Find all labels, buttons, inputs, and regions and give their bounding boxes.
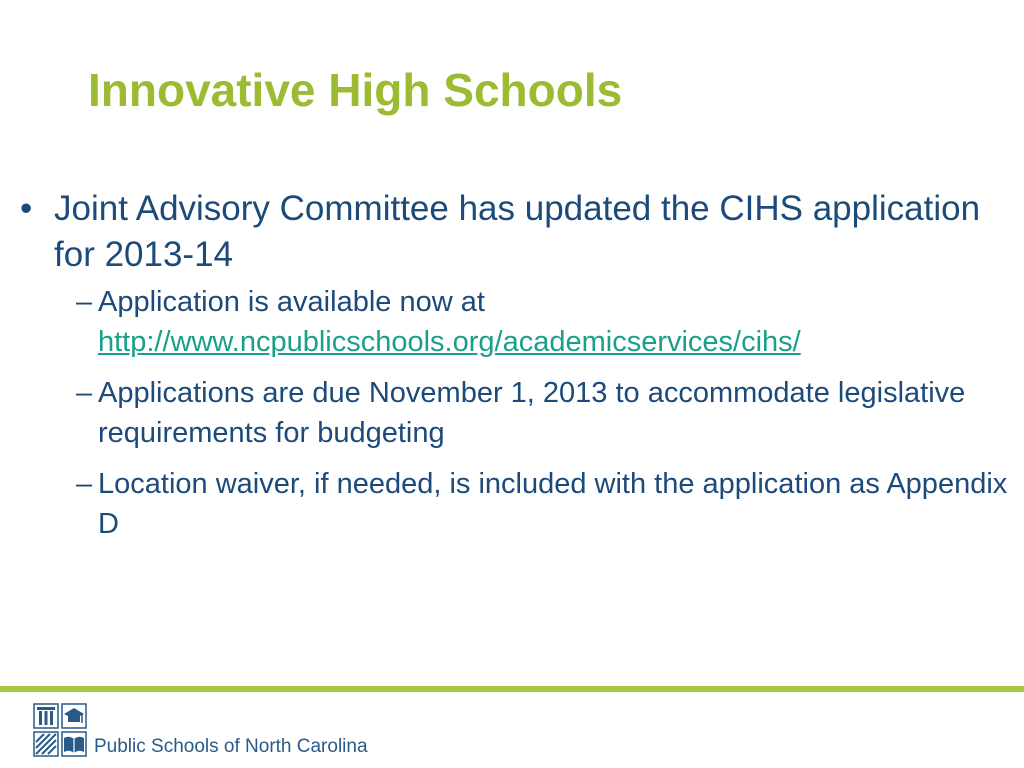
main-bullet-text: Joint Advisory Committee has updated the CIHS application for 2013-14 (54, 189, 981, 274)
bullet-marker: • (20, 189, 33, 228)
sub-bullet-list (20, 282, 1010, 544)
nc-public-schools-logo-icon (32, 702, 88, 758)
slide-title: Innovative High Schools (88, 64, 623, 116)
dash-marker: – (76, 377, 93, 409)
footer-divider (0, 686, 1024, 692)
dash-marker: – (76, 468, 93, 500)
sub-bullet-text: Applications are due November 1, 2013 to accommodate legislative requirements for budgeting (98, 377, 966, 449)
organization-name: Public Schools of North Carolina (94, 736, 368, 757)
sub-bullet-text: Location waiver, if needed, is included with the application as Appendix D (98, 468, 1008, 540)
sub-bullet-text: Application is available now at (98, 286, 485, 318)
main-bullet (20, 186, 1010, 278)
cihs-application-link[interactable]: http://www.ncpublicschools.org/academicservices/cihs/ (98, 326, 801, 358)
sub-bullet-due-date (76, 373, 1010, 453)
sub-bullet-location-waiver (76, 464, 1010, 544)
slide-content (20, 186, 1010, 555)
sub-bullet-application-link (76, 282, 1010, 362)
dash-marker: – (76, 286, 93, 318)
